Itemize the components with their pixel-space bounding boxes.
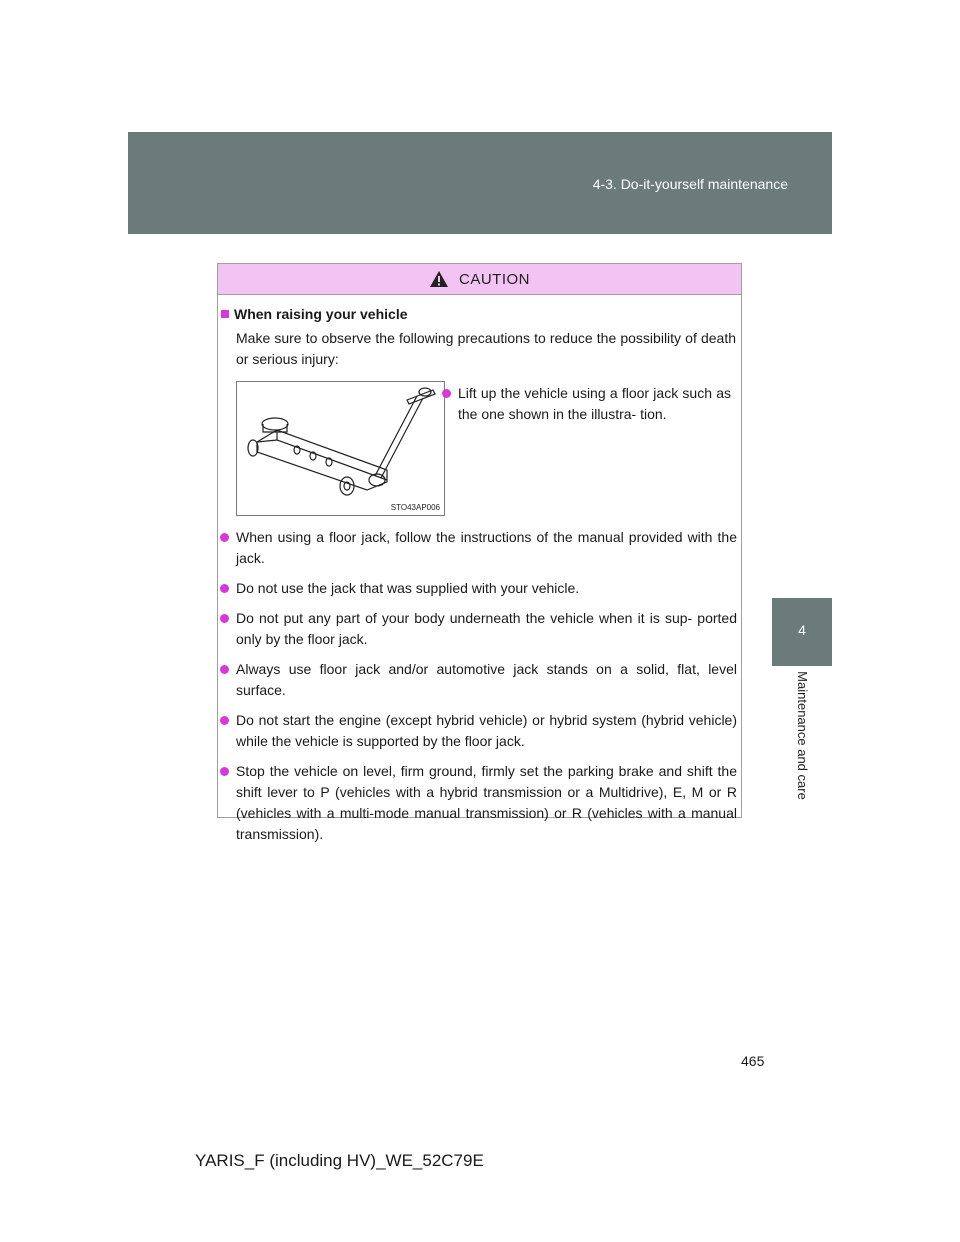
floor-jack-illustration — [236, 381, 445, 516]
bullet-item: Stop the vehicle on level, firm ground, firmly set the parking brake and shift the shift lever to P (vehicles with a hybrid transmission or a Multidrive), E, M or R (vehicles with a multi-mode manual transmission) or R (vehicles with a manual transmission). — [218, 761, 737, 845]
bullet-item: When using a floor jack, follow the instructions of the manual provided with the jack. — [218, 527, 737, 569]
bullet-item: Always use floor jack and/or automotive jack stands on a solid, flat, level surface. — [218, 659, 737, 701]
bullet-item: Do not put any part of your body underneath the vehicle when it is sup- ported only by the floor jack. — [218, 608, 737, 650]
intro-paragraph: Make sure to observe the following precautions to reduce the possibility of death or serious injury: — [236, 330, 736, 367]
chapter-number: 4 — [798, 622, 806, 638]
caution-header — [218, 264, 741, 295]
square-bullet-icon — [221, 310, 229, 318]
header-band — [128, 132, 832, 234]
figure-bullet — [440, 383, 731, 425]
bullet-item: Do not start the engine (except hybrid vehicle) or hybrid system (hybrid vehicle) while the vehicle is supported by the floor jack. — [218, 710, 737, 752]
floor-jack-icon — [237, 382, 444, 502]
page-number: 465 — [741, 1053, 765, 1069]
chapter-label: Maintenance and care — [794, 670, 810, 800]
caution-title: CAUTION — [459, 270, 530, 288]
caution-box — [217, 263, 742, 842]
chapter-tab — [772, 598, 832, 666]
section-title — [218, 306, 408, 322]
section-header: 4-3. Do-it-yourself maintenance — [592, 176, 788, 192]
warning-icon — [429, 270, 449, 288]
bullet-item: Do not use the jack that was supplied with your vehicle. — [218, 578, 737, 599]
bullet-item: Lift up the vehicle using a floor jack such as the one shown in the illustra- tion. — [440, 383, 731, 425]
section-title-text: When raising your vehicle — [234, 306, 408, 322]
bullet-list — [218, 527, 737, 854]
chapter-label-container — [791, 670, 813, 800]
figure-code: STO43AP006 — [390, 503, 440, 512]
document-id: YARIS_F (including HV)_WE_52C79E — [195, 1151, 484, 1170]
